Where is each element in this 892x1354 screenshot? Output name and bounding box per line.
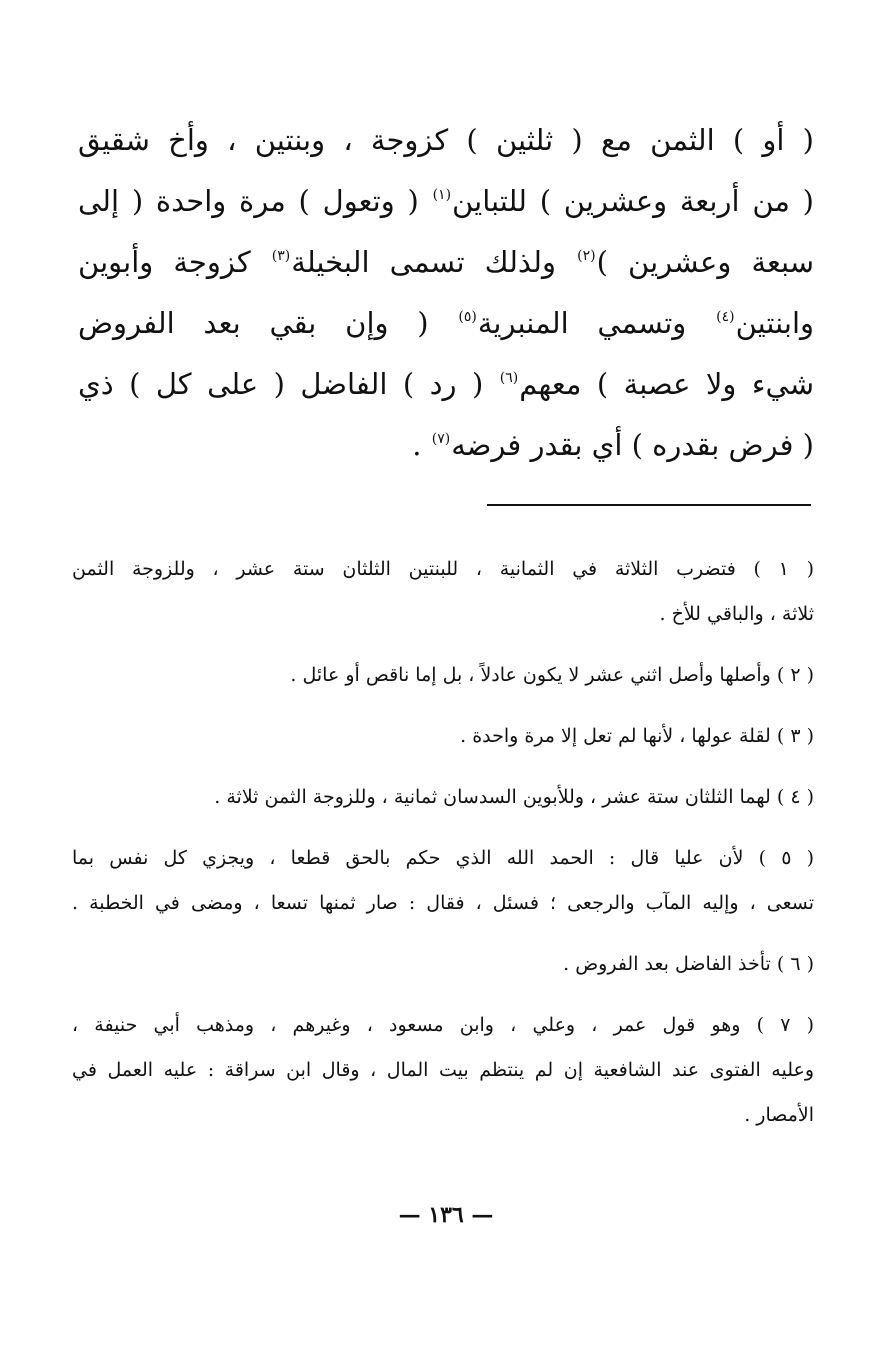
footnote xyxy=(72,836,814,926)
footnote-line: الأمصار . xyxy=(744,1104,814,1126)
footnote-line: وعليه الفتوى عند الشافعية إن لم ينتظم بيت المال ، وقال ابن سراقة : عليه العمل في xyxy=(72,1059,814,1081)
main-text-line xyxy=(78,293,814,354)
text-run: ( رد ) الفاضل ( على كل ) ذي xyxy=(78,367,484,401)
page-number: — ١٣٦ — xyxy=(398,1202,494,1228)
text-run: وابنتين xyxy=(735,306,815,340)
footnotes-section xyxy=(72,547,814,1154)
text-run: ( فرض بقدره ) أي بقدر فرضه xyxy=(451,428,814,462)
footnote-line: ( ٤ ) لهما الثلثان ستة عشر ، وللأبوين السدسان ثمانية ، وللزوجة الثمن ثلاثة . xyxy=(214,786,814,808)
footnote xyxy=(72,714,814,759)
footnote xyxy=(72,775,814,820)
text-run: ( وإن بقي بعد الفروض xyxy=(78,306,429,340)
main-text-line xyxy=(78,110,814,171)
footnote-ref: (٣) xyxy=(271,248,291,264)
footnote-line: ( ١ ) فتضرب الثلاثة في الثمانية ، للبنتين الثلثان ستة عشر ، وللزوجة الثمن xyxy=(72,558,814,580)
footnote-ref: (٦) xyxy=(499,370,519,386)
footnote-ref: (٢) xyxy=(577,248,596,264)
footnote-ref: (٤) xyxy=(716,309,735,325)
text-run: ( من أربعة وعشرين ) للتباين xyxy=(452,184,814,218)
main-text-line xyxy=(78,415,814,476)
footnote xyxy=(72,653,814,698)
text-run: ولذلك تسمى البخيلة xyxy=(291,245,556,279)
footnote-ref: (٧) xyxy=(431,431,451,447)
text-run: ( أو ) الثمن مع ( ثلثين ) كزوجة ، وبنتين ، وأخ شقيق xyxy=(78,123,814,157)
footnote-separator xyxy=(487,504,811,506)
footnote-line: ( ٧ ) وهو قول عمر ، وعلي ، وابن مسعود ، وغيرهم ، ومذهب أبي حنيفة ، xyxy=(72,1014,815,1036)
footnote-line: ( ٦ ) تأخذ الفاضل بعد الفروض . xyxy=(563,953,814,975)
main-text-line xyxy=(78,232,814,293)
footnote-ref: (١) xyxy=(432,187,452,203)
footnote-line: ( ٢ ) وأصلها وأصل اثني عشر لا يكون عادلاً ، بل إما ناقص أو عائل . xyxy=(290,664,814,686)
footnote-line: تسعى ، وإليه المآب والرجعى ؛ فسئل ، فقال : صار ثمنها تسعا ، ومضى في الخطبة . xyxy=(72,892,814,914)
footnote xyxy=(72,547,814,637)
footnote xyxy=(72,942,814,987)
footnote-ref: (٥) xyxy=(458,309,477,325)
text-run: ( وتعول ) مرة واحدة ( إلى xyxy=(78,184,419,218)
footnote-line: ثلاثة ، والباقي للأخ . xyxy=(659,603,814,625)
text-run: وتسمي المنبرية xyxy=(477,306,687,340)
text-run: سبعة وعشرين ) xyxy=(596,245,815,279)
text-run: شيء ولا عصبة ) معهم xyxy=(519,367,815,401)
footnote xyxy=(72,1003,814,1138)
main-text-block xyxy=(78,110,814,476)
main-text-line xyxy=(78,171,814,232)
text-run: كزوجة وأبوين xyxy=(78,245,251,279)
footnote-line: ( ٥ ) لأن عليا قال : الحمد الله الذي حكم بالحق قطعا ، ويجزي كل نفس بما xyxy=(72,847,814,869)
footnote-line: ( ٣ ) لقلة عولها ، لأنها لم تعل إلا مرة واحدة . xyxy=(460,725,814,747)
text-run: . xyxy=(412,428,422,462)
main-text-line xyxy=(78,354,814,415)
